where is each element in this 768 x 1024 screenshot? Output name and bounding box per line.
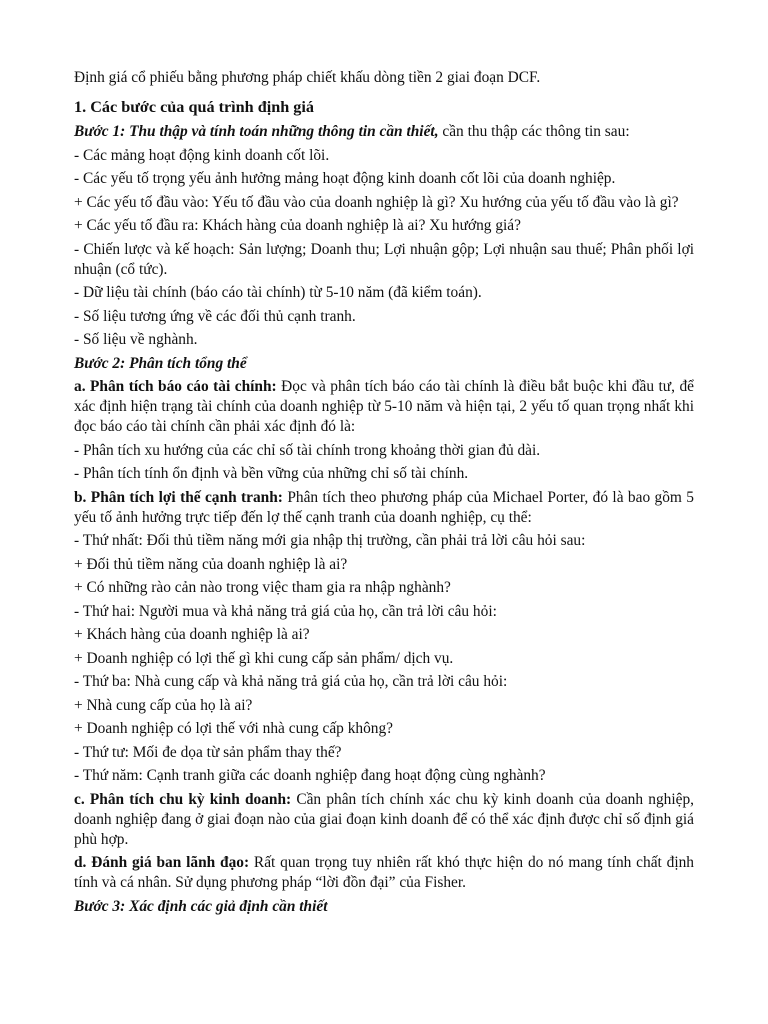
list-item: - Thứ ba: Nhà cung cấp và khả năng trả giá của họ, cần trả lời câu hỏi:: [74, 673, 508, 690]
step-3-heading: Bước 3: Xác định các giả định cần thiết: [74, 897, 328, 915]
list-item: - Các mảng hoạt động kinh doanh cốt lõi.: [74, 146, 330, 164]
list-item: - Dữ liệu tài chính (báo cáo tài chính) từ 5-10 năm (đã kiểm toán).: [74, 284, 482, 301]
list-item: + Doanh nghiệp có lợi thế với nhà cung cấp không?: [74, 720, 394, 737]
list-item: - Thứ tư: Mối đe dọa từ sản phẩm thay thế?: [74, 743, 342, 761]
list-item: - Thứ năm: Cạnh tranh giữa các doanh nghiệp đang hoạt động cùng nghành?: [74, 767, 546, 784]
list-item: + Các yếu tố đầu vào: Yếu tố đầu vào của doanh nghiệp là gì? Xu hướng của yếu tố đầu vào là gì?: [74, 193, 679, 211]
step-2-heading: Bước 2: Phân tích tổng thể: [74, 354, 247, 372]
part-d-label: d. Đánh giá ban lãnh đạo:: [74, 854, 250, 871]
list-item: + Đối thủ tiềm năng của doanh nghiệp là ai?: [74, 555, 348, 573]
step-1-text: cần thu thập các thông tin sau:: [438, 123, 630, 140]
part-a-text: Đọc và phân tích báo cáo tài chính là điều bắt buộc khi đầu tư, để xác định hiện trạng tài chính của doanh nghiệp từ 5-10 năm và hiện tại, 2 yếu tố quan trọng nhất khi đọc báo cáo tài chính cần phải xác định đó là:: [74, 378, 694, 435]
document-title: Định giá cổ phiếu bằng phương pháp chiết khấu dòng tiền 2 giai đoạn DCF.: [74, 69, 541, 86]
part-b-label: b. Phân tích lợi thế cạnh tranh:: [74, 488, 283, 506]
list-item: - Số liệu tương ứng về các đối thủ cạnh tranh.: [74, 307, 356, 325]
step-1-label: Bước 1: Thu thập và tính toán những thông tin cần thiết,: [74, 123, 439, 140]
part-c-label: c. Phân tích chu kỳ kinh doanh:: [74, 790, 292, 808]
part-d-paragraph: [74, 853, 694, 893]
list-item: - Thứ hai: Người mua và khả năng trả giá của họ, cần trả lời câu hỏi:: [74, 602, 497, 620]
list-item: - Phân tích xu hướng của các chỉ số tài chính trong khoảng thời gian đủ dài.: [74, 441, 541, 459]
part-c-text: Cần phân tích chính xác chu kỳ kinh doanh của doanh nghiệp, doanh nghiệp đang ở giai đoạn nào của giai đoạn kinh doanh để có thể xác định được chỉ số định giá phù hợp.: [74, 790, 694, 848]
part-b-paragraph: [74, 488, 694, 528]
list-item: + Có những rào cản nào trong việc tham gia ra nhập nghành?: [74, 579, 451, 596]
section-heading-1: 1. Các bước của quá trình định giá: [74, 98, 314, 116]
step-1-paragraph: [74, 122, 694, 142]
list-item: + Khách hàng của doanh nghiệp là ai?: [74, 626, 310, 643]
list-item: - Số liệu về nghành.: [74, 331, 198, 348]
list-item: + Doanh nghiệp có lợi thế gì khi cung cấp sản phẩm/ dịch vụ.: [74, 649, 454, 667]
list-item: + Nhà cung cấp của họ là ai?: [74, 696, 253, 714]
list-item: - Phân tích tính ổn định và bền vững của những chỉ số tài chính.: [74, 465, 469, 482]
part-c-paragraph: [74, 790, 694, 850]
list-item: - Các yếu tố trọng yếu ảnh hưởng mảng hoạt động kinh doanh cốt lõi của doanh nghiệp.: [74, 170, 616, 187]
part-a-paragraph: [74, 377, 694, 437]
part-a-label: a. Phân tích báo cáo tài chính:: [74, 378, 277, 395]
part-d-text: Rất quan trọng tuy nhiên rất khó thực hiện do nó mang tính chất định tính và cá nhân. Sử dụng phương pháp “lời đồn đại” của Fisher.: [74, 854, 694, 891]
list-item: - Thứ nhất: Đối thủ tiềm năng mới gia nhập thị trường, cần phải trả lời câu hỏi sau:: [74, 532, 586, 549]
list-item: - Chiến lược và kế hoạch: Sản lượng; Doanh thu; Lợi nhuận gộp; Lợi nhuận sau thuế; Phân phối lợi nhuận (cổ tức).: [74, 240, 694, 278]
list-item: + Các yếu tố đầu ra: Khách hàng của doanh nghiệp là ai? Xu hướng giá?: [74, 217, 521, 234]
part-b-text: Phân tích theo phương pháp của Michael Porter, đó là bao gồm 5 yếu tố ảnh hưởng trực tiếp đến lợ thế cạnh tranh của doanh nghiệp, cụ thể:: [74, 488, 694, 526]
